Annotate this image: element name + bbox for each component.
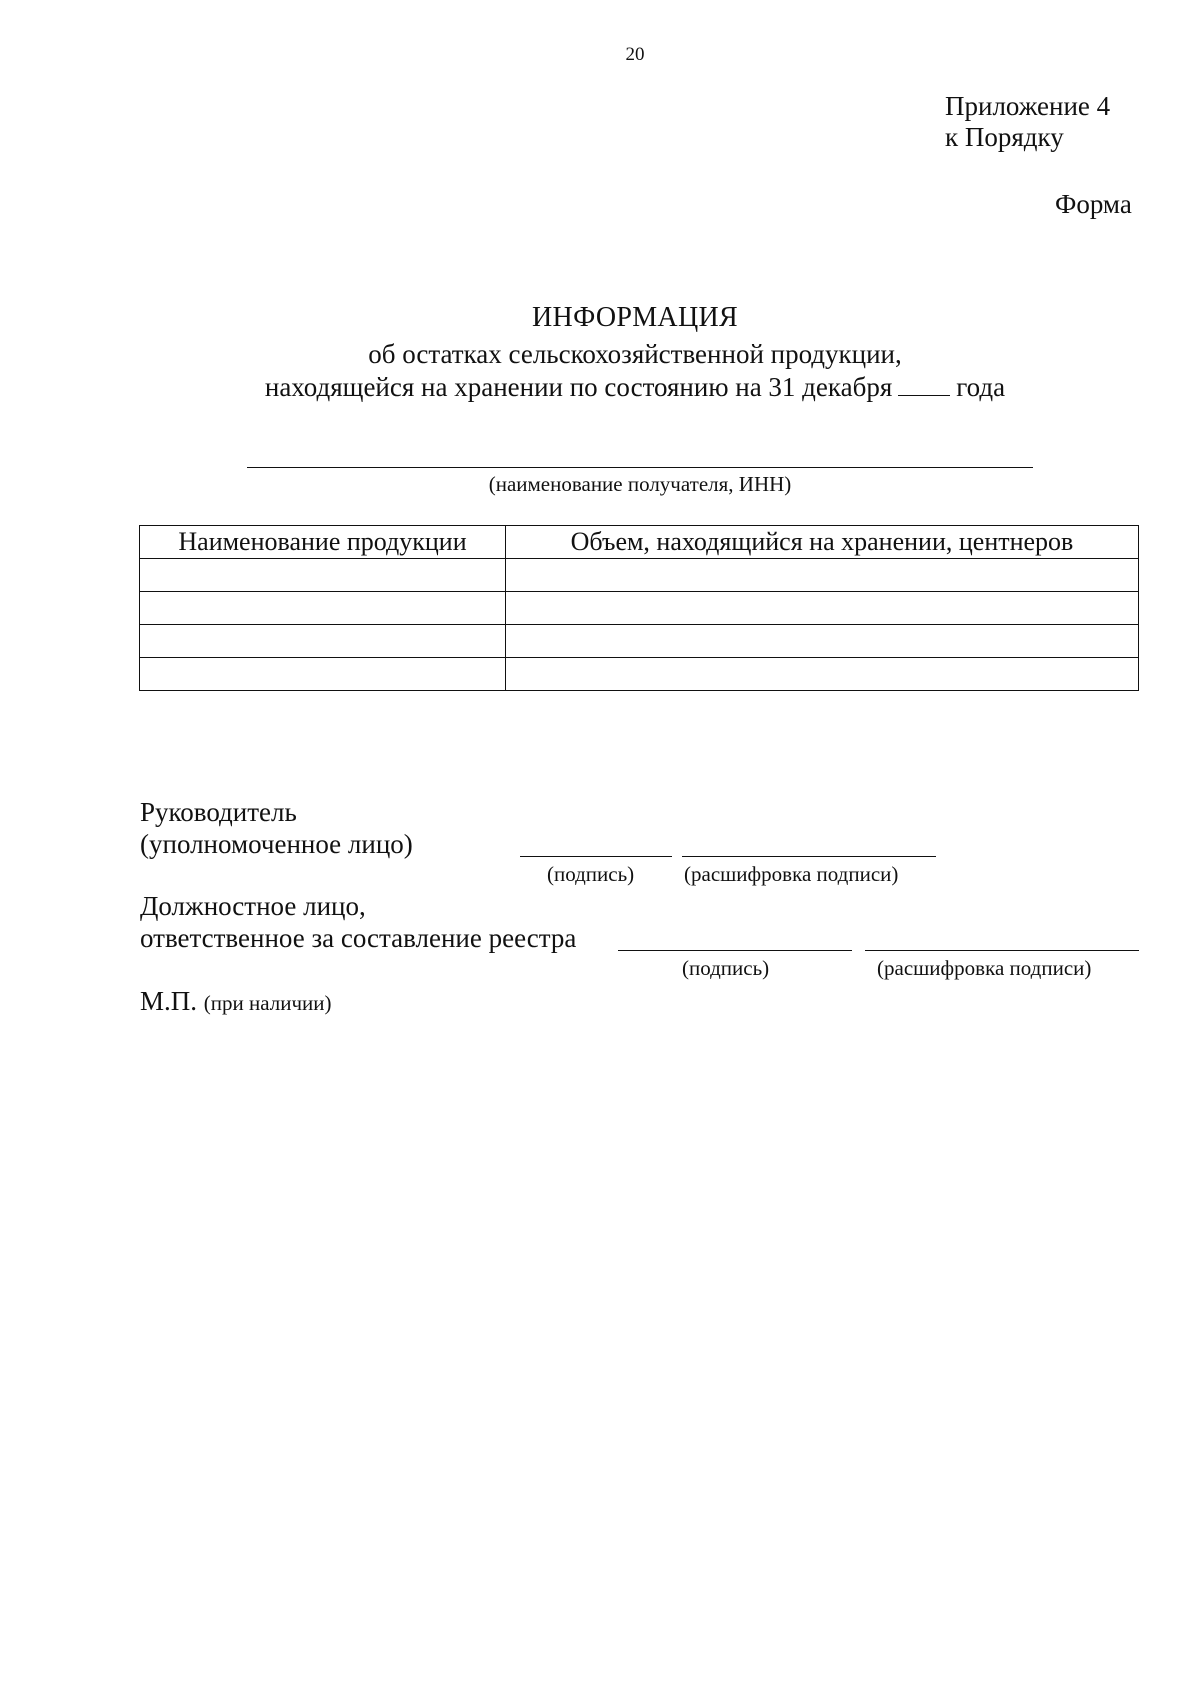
official-subtitle: ответственное за составление реестра: [140, 923, 577, 953]
stamp-place: [140, 986, 331, 1017]
annex-line-2: к Порядку: [945, 122, 1064, 152]
table-row: [140, 559, 1139, 592]
volume-cell[interactable]: [506, 625, 1139, 658]
table-header-row: [140, 526, 1139, 559]
table-row: [140, 592, 1139, 625]
stamp-note: (при наличии): [203, 991, 332, 1015]
document-subtitle: [0, 338, 1200, 404]
page-number: 20: [625, 44, 645, 65]
official-decoding-field[interactable]: [865, 950, 1139, 951]
official-decoding-caption: (расшифровка подписи): [877, 956, 1092, 980]
annex-line-1: Приложение 4: [945, 91, 1111, 121]
products-table: [139, 525, 1139, 691]
official-title: Должностное лицо,: [140, 891, 366, 921]
stamp-label: М.П.: [140, 986, 198, 1016]
manager-decoding-field[interactable]: [682, 856, 936, 857]
volume-cell[interactable]: [506, 592, 1139, 625]
manager-signature-field[interactable]: [520, 856, 672, 857]
recipient-caption: (наименование получателя, ИНН): [488, 472, 792, 496]
subtitle-line-2: [0, 371, 1200, 404]
product-name-cell[interactable]: [140, 625, 506, 658]
annex-reference: [945, 91, 1110, 153]
form-label: Форма: [1055, 189, 1132, 219]
official-signature-field[interactable]: [618, 950, 852, 951]
volume-cell[interactable]: [506, 658, 1139, 691]
subtitle-line-1: об остатках сельскохозяйственной продукции,: [368, 339, 902, 369]
column-header-volume: Объем, находящийся на хранении, центнеров: [506, 526, 1139, 559]
column-header-product: Наименование продукции: [140, 526, 506, 559]
manager-decoding-caption: (расшифровка подписи): [684, 862, 899, 886]
product-name-cell[interactable]: [140, 592, 506, 625]
product-name-cell[interactable]: [140, 559, 506, 592]
volume-cell[interactable]: [506, 559, 1139, 592]
product-name-cell[interactable]: [140, 658, 506, 691]
subtitle-year-word: года: [956, 372, 1006, 402]
official-block: [140, 890, 576, 954]
official-signature-caption: (подпись): [682, 956, 770, 980]
subtitle-line-2-text: находящейся на хранении по состоянию на 31 декабря: [264, 372, 893, 402]
manager-title: Руководитель: [140, 797, 297, 827]
year-blank-field[interactable]: [898, 373, 950, 396]
document-title: ИНФОРМАЦИЯ: [532, 302, 738, 333]
manager-subtitle: (уполномоченное лицо): [140, 829, 413, 859]
table-row: [140, 625, 1139, 658]
manager-block: [140, 796, 413, 860]
recipient-name-field[interactable]: [247, 467, 1033, 468]
manager-signature-caption: (подпись): [547, 862, 635, 886]
table-row: [140, 658, 1139, 691]
